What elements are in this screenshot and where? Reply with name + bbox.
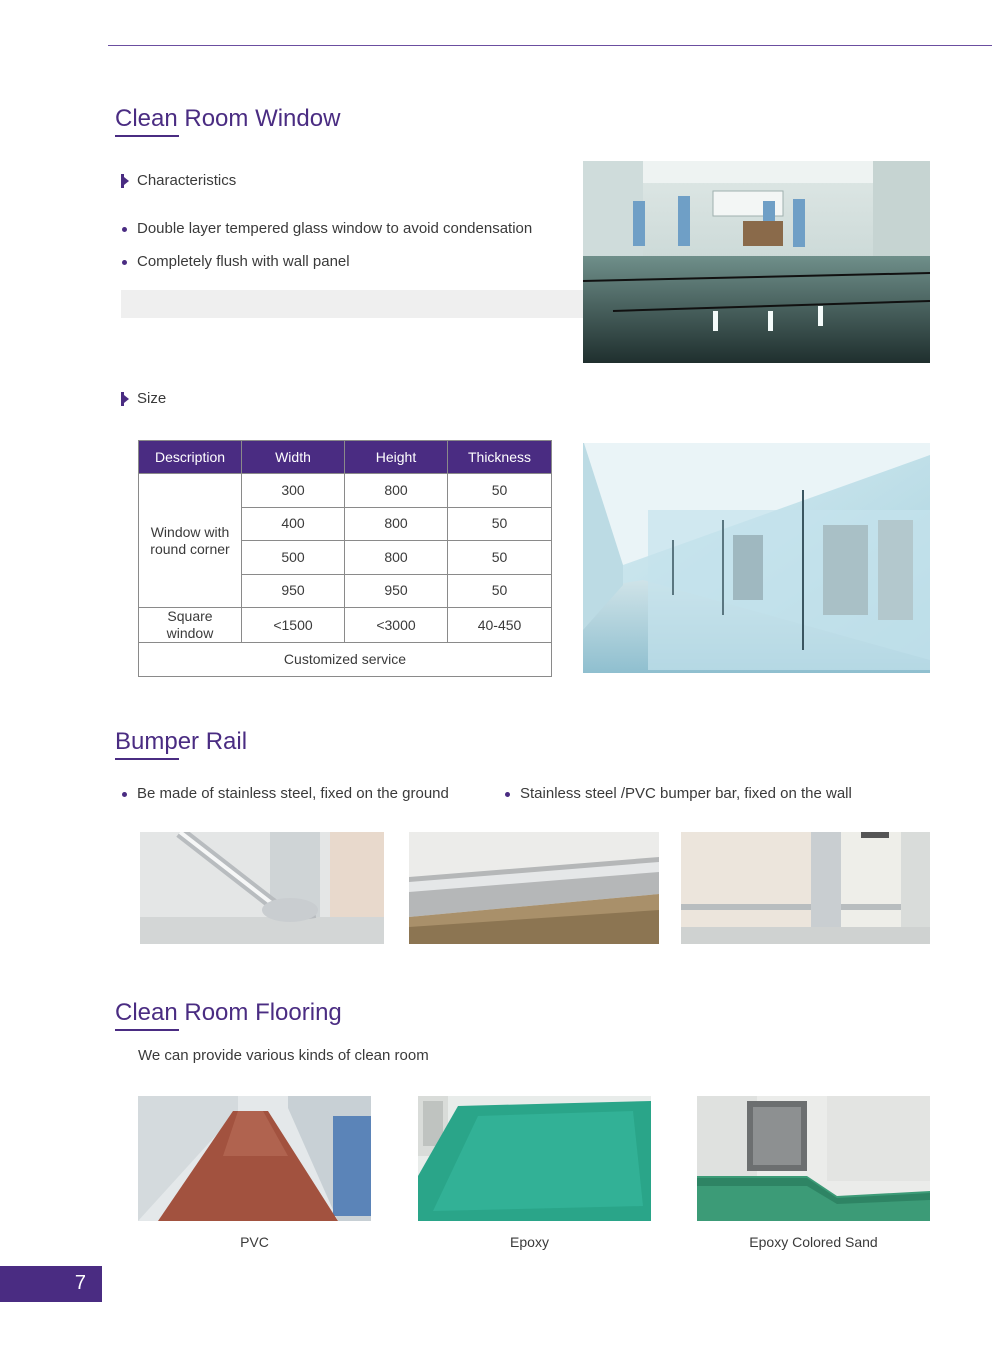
table-cell: 50 [448, 541, 552, 575]
table-cell: 300 [242, 474, 345, 508]
page-number-tab [0, 1266, 102, 1302]
bumper-rail-photo [140, 832, 384, 944]
epoxy-colored-sand-photo [697, 1096, 930, 1221]
table-cell: 50 [448, 507, 552, 541]
table-cell: 40-450 [448, 608, 552, 643]
bullet-dot-icon [122, 792, 127, 797]
title-underline [115, 1029, 179, 1031]
table-cell: Square window [139, 608, 242, 643]
clean-room-photo [583, 161, 930, 363]
table-cell: 950 [345, 574, 448, 608]
title-underline [115, 135, 179, 137]
column-header: Width [242, 441, 345, 474]
table-header-row [139, 441, 552, 474]
section-marker-icon [121, 174, 130, 188]
table-row [139, 474, 552, 508]
bullet-dot-icon [122, 260, 127, 265]
bullet-item: Double layer tempered glass window to avoid condensation [137, 220, 533, 237]
group-label-cell: Window with round corner [139, 474, 242, 608]
table-cell: 50 [448, 574, 552, 608]
table-cell: 400 [242, 507, 345, 541]
section-title-bumper-rail: Bumper Rail [115, 728, 248, 755]
table-row [139, 643, 552, 677]
table-cell: 950 [242, 574, 345, 608]
glass-corridor-photo [583, 440, 930, 673]
flooring-caption: Epoxy [510, 1234, 549, 1250]
table-cell: 500 [242, 541, 345, 575]
flooring-intro-text: We can provide various kinds of clean room [138, 1047, 429, 1064]
column-header: Thickness [448, 441, 552, 474]
section-marker-icon [121, 392, 130, 406]
customized-service-cell: Customized service [139, 643, 552, 677]
table-cell: 800 [345, 541, 448, 575]
pvc-floor-photo [138, 1096, 371, 1221]
table-cell: 50 [448, 474, 552, 508]
page-number: 7 [74, 1272, 86, 1294]
gray-band [121, 290, 591, 318]
table-cell: 800 [345, 507, 448, 541]
bullet-item: Completely flush with wall panel [137, 253, 350, 270]
epoxy-floor-photo [418, 1096, 651, 1221]
table-row [139, 608, 552, 643]
wall-bumper-photo [681, 832, 930, 944]
section-title-clean-room-flooring: Clean Room Flooring [115, 999, 342, 1026]
bullet-item: Stainless steel /PVC bumper bar, fixed on the wall [520, 785, 852, 802]
section-title-clean-room-window: Clean Room Window [115, 105, 341, 132]
top-rule [108, 45, 992, 46]
bullet-dot-icon [122, 227, 127, 232]
table-cell: <3000 [345, 608, 448, 643]
title-underline [115, 758, 179, 760]
flooring-caption: Epoxy Colored Sand [749, 1234, 878, 1250]
bullet-item: Be made of stainless steel, fixed on the ground [137, 785, 449, 802]
stainless-bumper-photo [409, 832, 659, 944]
flooring-caption: PVC [240, 1234, 269, 1250]
characteristics-label: Characteristics [137, 172, 237, 189]
table-cell: <1500 [242, 608, 345, 643]
table-cell: 800 [345, 474, 448, 508]
column-header: Height [345, 441, 448, 474]
bullet-dot-icon [505, 792, 510, 797]
window-size-table [138, 440, 552, 677]
size-label: Size [137, 390, 167, 407]
column-header: Description [139, 441, 242, 474]
